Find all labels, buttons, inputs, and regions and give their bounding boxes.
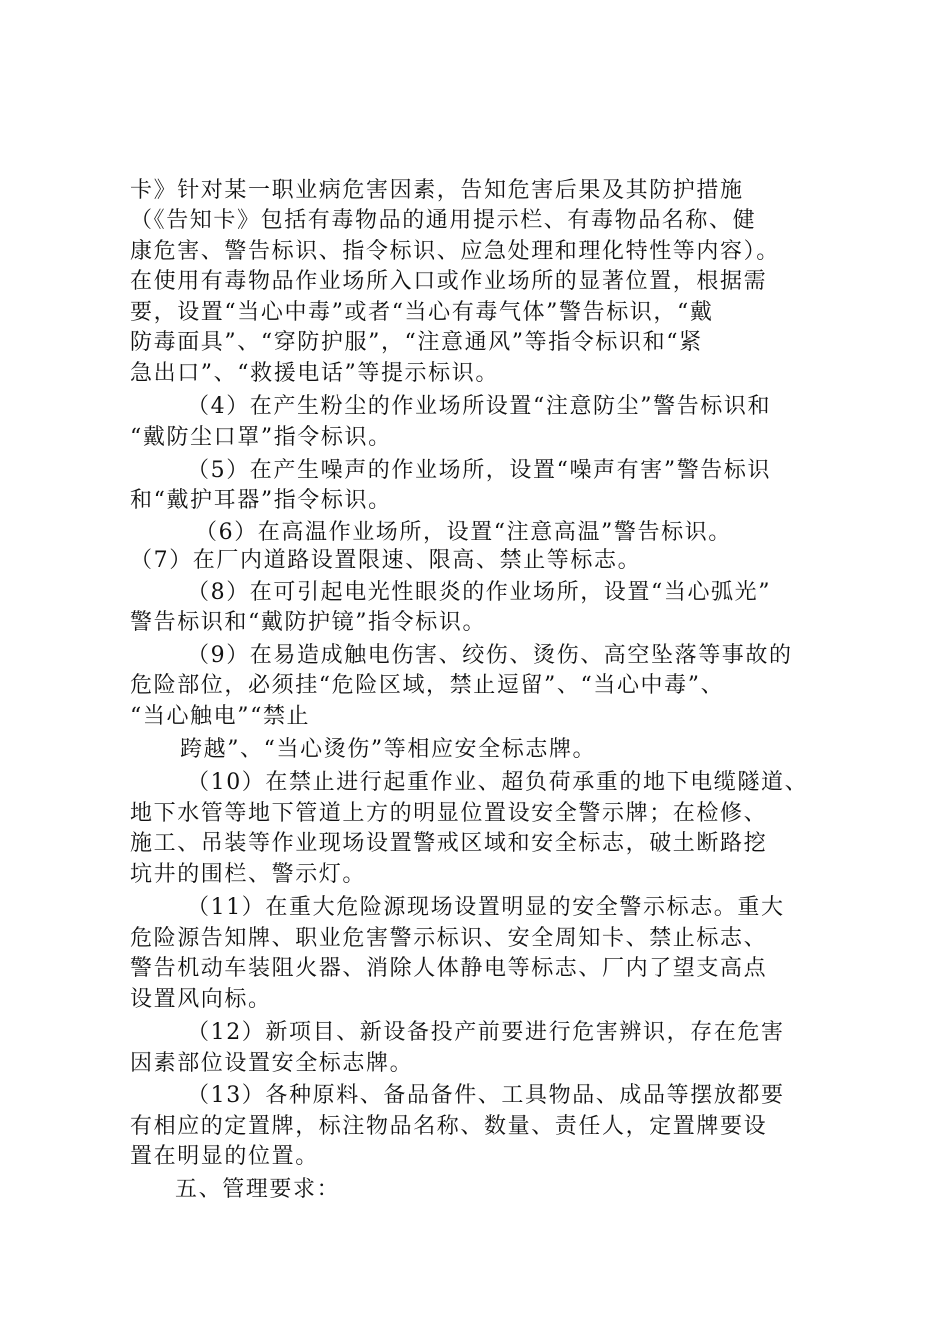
paragraph-12-line: （12）新项目、新设备投产前要进行危害辨识，存在危害: [187, 1020, 785, 1045]
text-line: 有相应的定置牌，标注物品名称、数量、责任人，定置牌要设: [130, 1114, 768, 1139]
section-heading: 五、管理要求：: [175, 1177, 341, 1202]
text-line: 要，设置“当心中毒”或者“当心有毒气体”警告标识，“戴: [130, 300, 714, 325]
text-line: 坑井的围栏、警示灯。: [130, 862, 367, 887]
paragraph-10-line: （10）在禁止进行起重作业、超负荷承重的地下电缆隧道、: [187, 770, 809, 795]
paragraph-5-line: （5）在产生噪声的作业场所，设置“噪声有害”警告标识: [187, 458, 772, 483]
paragraph-7-line: （7）在厂内道路设置限速、限高、禁止等标志。: [130, 548, 642, 573]
text-line: “戴防尘口罩”指令标识。: [130, 425, 392, 450]
paragraph-6-line: （6）在高温作业场所，设置“注意高温”警告标识。: [195, 520, 732, 545]
paragraph-4-line: （4）在产生粉尘的作业场所设置“注意防尘”警告标识和: [187, 394, 772, 419]
text-line: 施工、吊装等作业现场设置警戒区域和安全标志，破土断路挖: [130, 831, 768, 856]
text-line: 在使用有毒物品作业场所入口或作业场所的显著位置，根据需: [130, 269, 768, 294]
text-line: 警告标识和“戴防护镜”指令标识。: [130, 610, 487, 635]
text-line: 置在明显的位置。: [130, 1144, 319, 1169]
text-line: 卡》针对某一职业病危害因素，告知危害后果及其防护措施: [130, 178, 744, 203]
text-line: 地下水管等地下管道上方的明显位置设安全警示牌；在检修、: [130, 801, 768, 826]
text-line: “当心触电”“禁止: [130, 704, 311, 729]
paragraph-13-line: （13）各种原料、备品备件、工具物品、成品等摆放都要: [187, 1083, 785, 1108]
text-line: 和“戴护耳器”指令标识。: [130, 488, 392, 513]
paragraph-9-line: （9）在易造成触电伤害、绞伤、烫伤、高空坠落等事故的: [187, 643, 793, 668]
text-line: 危险部位，必须挂“危险区域，禁止逗留”、“当心中毒”、: [130, 673, 725, 698]
text-line: 警告机动车装阻火器、消除人体静电等标志、厂内了望支高点: [130, 956, 768, 981]
text-line: 防毒面具”、“穿防护服”，“注意通风”等指令标识和“紧: [130, 330, 703, 355]
text-line: 因素部位设置安全标志牌。: [130, 1051, 414, 1076]
text-line: 危险源告知牌、职业危害警示标识、安全周知卡、禁止标志、: [130, 926, 768, 951]
text-line: 急出口”、“救援电话”等提示标识。: [130, 361, 499, 386]
text-line: 康危害、警告标识、指令标识、应急处理和理化特性等内容）。: [130, 239, 780, 264]
paragraph-8-line: （8）在可引起电光性眼炎的作业场所，设置“当心弧光”: [187, 580, 772, 605]
paragraph-11-line: （11）在重大危险源现场设置明显的安全警示标志。重大: [187, 895, 785, 920]
text-line: 跨越”、“当心烫伤”等相应安全标志牌。: [180, 737, 597, 762]
text-line: 设置风向标。: [130, 987, 272, 1012]
text-line: （《告知卡》包括有毒物品的通用提示栏、有毒物品名称、健: [130, 208, 757, 233]
